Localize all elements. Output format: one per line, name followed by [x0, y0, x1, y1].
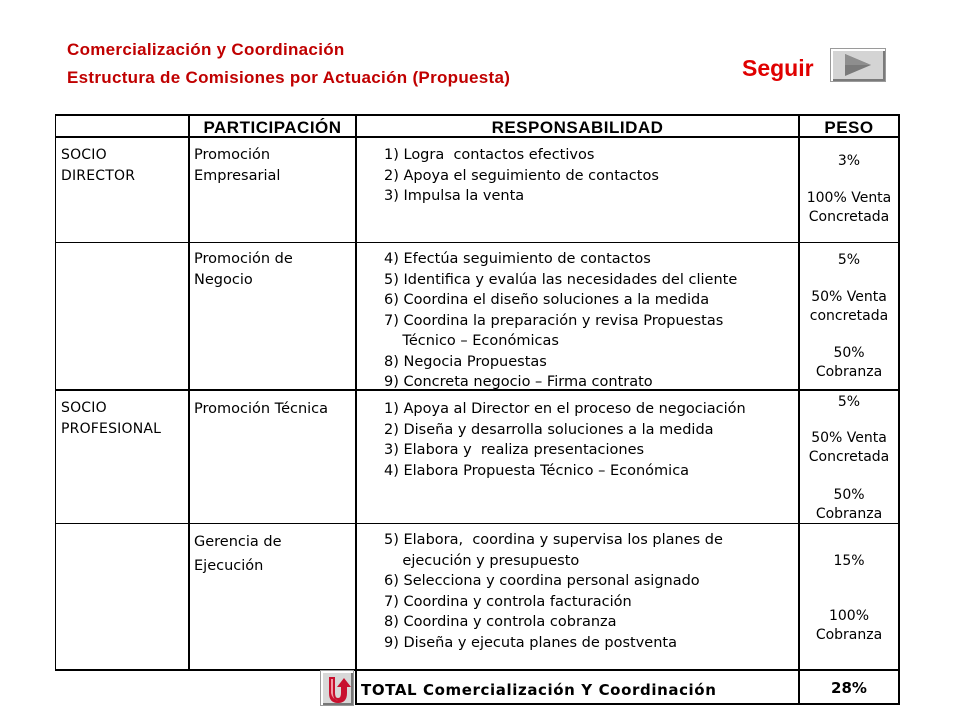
col-line — [188, 114, 190, 671]
col-line — [55, 114, 56, 671]
table-border-bottom — [55, 669, 900, 671]
u-turn-icon — [325, 674, 351, 704]
total-border-bottom — [355, 703, 900, 705]
peso-note: 50% Cobranza — [815, 487, 883, 522]
row-divider — [55, 242, 900, 243]
col-line — [355, 114, 357, 705]
responsabilidad-cell: 5) Elabora, coordina y supervisa los planes de ejecución y presupuesto 6) Selecciona y coordina personal asignado 7) Coordina y controla facturación 8) Coordina y controla cobranza 9) Diseña y ejecuta planes de postventa — [384, 532, 723, 651]
header-participacion: PARTICIPACIÓN — [203, 118, 342, 137]
responsabilidad-cell: 4) Efectúa seguimiento de contactos 5) Identifica y evalúa las necesidades del cliente 6) Coordina el diseño soluciones a la medida 7) Coordina la preparación y revisa Propuestas Técnico – Económicas 8) Negocia Propuestas 9) Concreta negocio – Firma contrato — [384, 251, 738, 390]
header-peso: PESO — [824, 118, 874, 137]
peso-note: 50% Venta Concretada — [808, 430, 890, 465]
col-line — [898, 114, 900, 705]
participacion-cell: Promoción Técnica — [194, 401, 329, 417]
peso-value: 15% — [833, 553, 865, 569]
table-border-top — [55, 114, 900, 116]
peso-value: 3% — [837, 153, 861, 169]
total-label: TOTAL Comercialización Y Coordinación — [361, 681, 717, 699]
responsabilidad-cell: 1) Apoya al Director en el proceso de negociación 2) Diseña y desarrolla soluciones a la medida 3) Elabora y realiza presentaciones 4) Elabora Propuesta Técnico – Económica — [384, 401, 746, 479]
header-responsabilidad: RESPONSABILIDAD — [491, 118, 664, 137]
socio-label: SOCIO DIRECTOR — [61, 147, 136, 184]
peso-note: 50% Cobranza — [815, 345, 883, 380]
peso-note: 50% Venta concretada — [809, 289, 889, 324]
socio-label: SOCIO PROFESIONAL — [61, 400, 162, 437]
next-button[interactable] — [830, 48, 886, 82]
peso-note: 100% Cobranza — [815, 608, 883, 643]
play-triangle-icon — [843, 53, 873, 77]
peso-value: 5% — [837, 394, 861, 410]
page-subtitle: Estructura de Comisiones por Actuación (Propuesta) — [67, 68, 511, 87]
participacion-cell: Promoción de Negocio — [194, 251, 293, 288]
total-value: 28% — [831, 679, 867, 697]
participacion-cell: Gerencia de Ejecución — [194, 534, 282, 574]
peso-note: 100% Venta Concretada — [806, 190, 892, 225]
page-title: Comercialización y Coordinación — [67, 40, 345, 59]
row-divider — [55, 523, 900, 524]
seguir-link[interactable]: Seguir — [742, 55, 814, 81]
responsabilidad-cell: 1) Logra contactos efectivos 2) Apoya el seguimiento de contactos 3) Impulsa la venta — [384, 147, 659, 204]
participacion-cell: Promoción Empresarial — [194, 147, 281, 184]
back-button[interactable] — [320, 670, 354, 706]
peso-value: 5% — [837, 252, 861, 268]
